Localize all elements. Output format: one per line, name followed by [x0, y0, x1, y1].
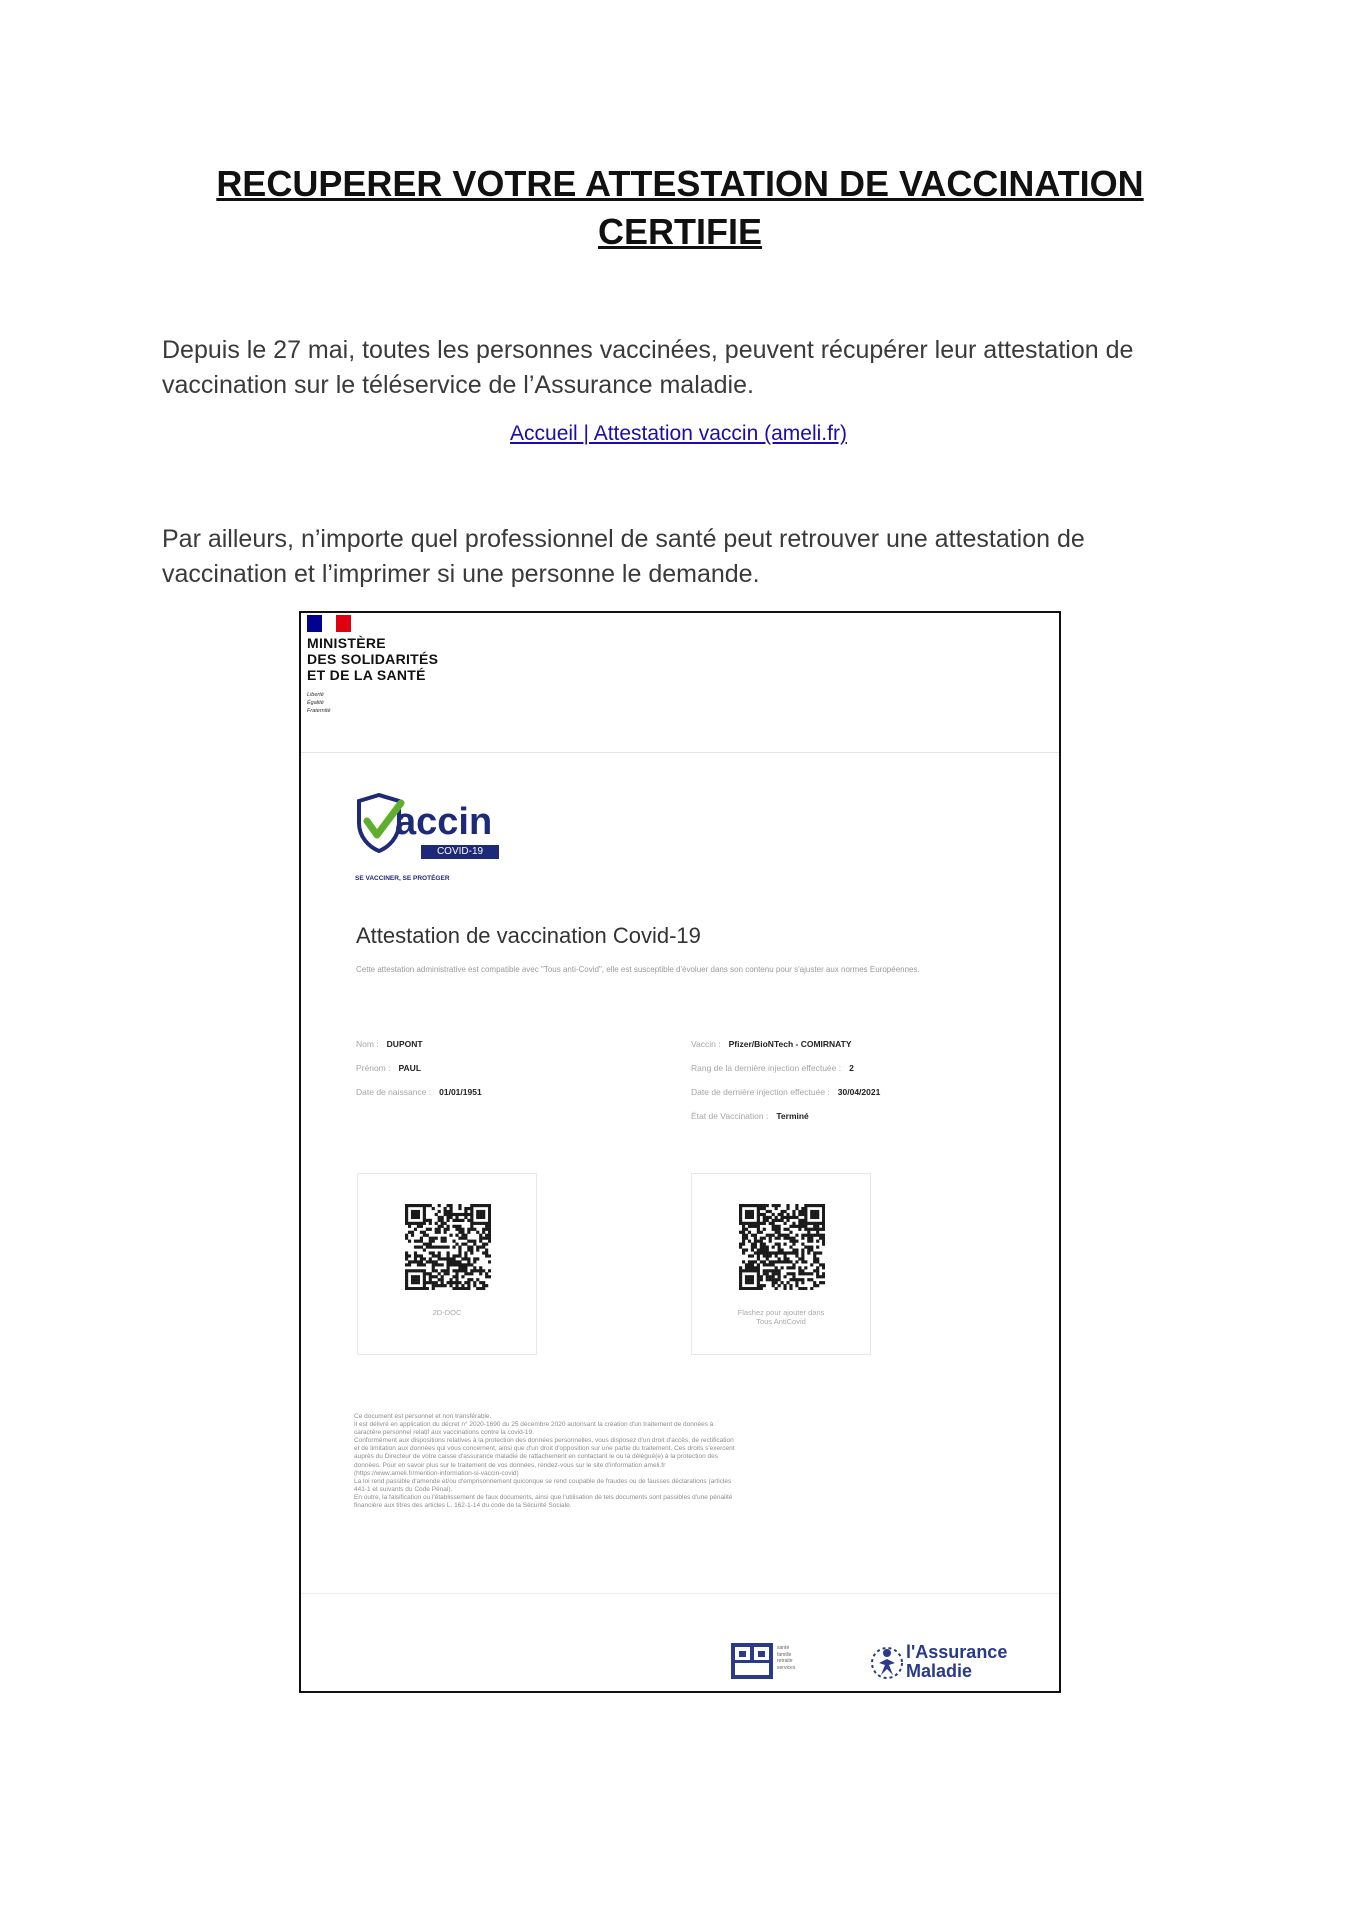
- field-date-injection: [691, 1087, 880, 1097]
- field-label: Nom :: [356, 1039, 379, 1049]
- assurance-maladie-name: [906, 1643, 1007, 1681]
- field-label: Date de dernière injection effectuée :: [691, 1087, 830, 1097]
- legal-line: 441-1 et suivants du Code Pénal).: [354, 1485, 453, 1493]
- page-title: RECUPERER VOTRE ATTESTATION DE VACCINATION CERTIFIE: [216, 163, 1144, 252]
- logo-tagline: SE VACCINER, SE PROTÉGER: [355, 875, 450, 882]
- legal-line: auprès du Directeur de votre caisse d'assurance maladie de rattachement en contactant le ou la délégué(e) à la protection des: [354, 1453, 719, 1461]
- assurance-maladie-icon: [869, 1641, 905, 1685]
- legal-line: données. Pour en savoir plus sur le traitement de vos données, rendez-vous sur le site d'information ameli.fr: [354, 1461, 666, 1469]
- qr-caption: 2D-DOC: [432, 1308, 462, 1317]
- footer-divider: [301, 1593, 1059, 1594]
- field-label: État de Vaccination :: [691, 1111, 769, 1121]
- field-nom: [356, 1039, 423, 1049]
- intro-paragraph: Depuis le 27 mai, toutes les personnes vaccinées, peuvent récupérer leur attestation de vaccination sur le téléservice de l’Assurance maladie.: [162, 336, 1134, 399]
- field-value: Pfizer/BioNTech - COMIRNATY: [728, 1039, 852, 1049]
- professional-paragraph: Par ailleurs, n’importe quel professionnel de santé peut retrouver une attestation de vaccination et l’imprimer si une personne le demande.: [162, 525, 1085, 588]
- legal-line: financière aux titres des articles L. 162-1-14 du code de la Sécurité Sociale.: [354, 1502, 572, 1510]
- legal-line: Il est délivré en application du décret n° 2020-1690 du 25 décembre 2020 autorisant la création d'un traitement de données à: [354, 1421, 714, 1429]
- secu-line: santé: [777, 1645, 790, 1651]
- ministry-line: MINISTÈRE: [307, 635, 386, 651]
- legal-notice: [354, 1413, 1014, 1510]
- am-line: Maladie: [906, 1661, 973, 1681]
- ministry-line: DES SOLIDARITÉS: [307, 651, 439, 667]
- qr-card-2d-doc: [357, 1173, 537, 1355]
- legal-line: (https://www.ameli.fr/mention-information-si-vaccin-covid): [354, 1469, 519, 1477]
- qr-code-icon: [739, 1204, 825, 1290]
- legal-line: caractère personnel relatif aux vaccinations contre la covid-19.: [354, 1429, 534, 1437]
- legal-line: En outre, la falsification ou l'établissement de faux documents, ainsi que l'utilisation de tels documents sont passibles d'une pénalité: [354, 1493, 733, 1501]
- secu-line: retraite: [777, 1658, 793, 1664]
- field-etat-vaccination: [691, 1111, 809, 1121]
- vaccin-covid-logo: [355, 793, 515, 893]
- field-rang-injection: [691, 1063, 854, 1073]
- field-value: 01/01/1951: [439, 1087, 482, 1097]
- motto-line: Fraternité: [307, 708, 331, 714]
- logo-word: accin: [395, 801, 493, 843]
- secu-line: services: [777, 1664, 796, 1671]
- certificate-image: [299, 611, 1061, 1693]
- motto-line: Liberté: [307, 692, 324, 698]
- field-value: 30/04/2021: [837, 1087, 881, 1097]
- legal-line: La loi rend passible d'amende et/ou d'emprisonnement quiconque se rend coupable de fraudes ou de fausses déclarations (articles: [354, 1477, 732, 1485]
- field-value: PAUL: [398, 1063, 422, 1073]
- legal-line: Conformément aux dispositions relatives à la protection des données personnelles, vous disposez d'un droit d'accès, de rectification: [354, 1437, 734, 1445]
- field-prenom: [356, 1063, 421, 1073]
- government-header: [301, 613, 1059, 753]
- motto-line: Égalité: [307, 700, 324, 706]
- field-label: Prénom :: [356, 1063, 391, 1073]
- field-label: Rang de la dernière injection effectuée :: [691, 1063, 842, 1073]
- field-value: DUPONT: [386, 1039, 423, 1049]
- qr-code-icon: [405, 1204, 491, 1290]
- securite-sociale-logo-icon: [731, 1643, 773, 1679]
- certificate-notice: Cette attestation administrative est compatible avec "Tous anti-Covid", elle est susceptible d'évoluer dans son contenu pour s'ajuster aux normes Européennes.: [356, 965, 920, 974]
- field-date-naissance: [356, 1087, 482, 1097]
- field-vaccin: [691, 1039, 852, 1049]
- ameli-link[interactable]: Accueil | Attestation vaccin (ameli.fr): [510, 422, 847, 445]
- ministry-line: ET DE LA SANTÉ: [307, 667, 426, 683]
- field-value: Terminé: [776, 1111, 809, 1121]
- ministry-name: [307, 635, 438, 683]
- legal-line: Ce document est personnel et non transférable.: [354, 1413, 492, 1420]
- republic-motto: [307, 691, 331, 715]
- secu-text: [777, 1645, 795, 1671]
- french-flag-icon: [307, 615, 351, 632]
- legal-line: et de limitation aux données qui vous concernent, ainsi que d'un droit d'opposition sur une partie du traitement. Ces droits s'exercent: [354, 1445, 735, 1453]
- secu-line: famille: [777, 1651, 792, 1658]
- field-label: Date de naissance :: [356, 1087, 432, 1097]
- certificate-title: Attestation de vaccination Covid-19: [356, 923, 701, 948]
- field-label: Vaccin :: [691, 1039, 721, 1049]
- logo-badge: COVID-19: [421, 845, 499, 859]
- am-line: l'Assurance: [906, 1642, 1008, 1662]
- qr-card-anticovid: [691, 1173, 871, 1355]
- qr-caption: Flashez pour ajouter dans Tous AntiCovid: [737, 1308, 825, 1326]
- field-value: 2: [849, 1063, 854, 1073]
